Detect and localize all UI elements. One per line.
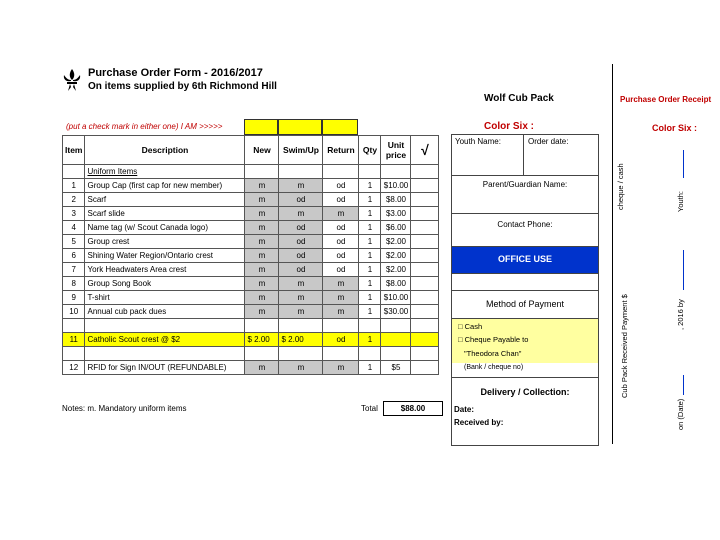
row-new[interactable]: m	[245, 277, 279, 291]
form-subtitle: On items supplied by 6th Richmond Hill	[88, 81, 277, 92]
row-item: 11	[63, 333, 85, 347]
youth-section	[452, 135, 598, 176]
table-row	[63, 221, 439, 235]
row-price: $2.00	[381, 235, 411, 249]
row-price: $8.00	[381, 277, 411, 291]
header-return: Return	[323, 136, 359, 165]
order-date-label: Order date:	[528, 137, 569, 146]
header-item: Item	[63, 136, 85, 165]
row-qty: 1	[359, 333, 381, 347]
row-check[interactable]	[411, 221, 439, 235]
row-price	[381, 333, 411, 347]
receipt-divider	[612, 64, 613, 444]
row-return[interactable]: od	[323, 263, 359, 277]
row-qty: 1	[359, 221, 381, 235]
swimup-check-box[interactable]	[278, 119, 322, 135]
row-item: 2	[63, 193, 85, 207]
row-qty: 1	[359, 291, 381, 305]
row-swimup[interactable]: m	[279, 277, 323, 291]
row-qty: 1	[359, 235, 381, 249]
total-value: $88.00	[383, 401, 443, 416]
youth-name-field[interactable]	[452, 135, 524, 175]
row-description: Shining Water Region/Ontario crest	[85, 249, 245, 263]
row-check[interactable]	[411, 193, 439, 207]
row-check[interactable]	[411, 361, 439, 375]
row-swimup[interactable]: m	[279, 361, 323, 375]
row-qty: 1	[359, 305, 381, 319]
parent-label: Parent/Guardian Name:	[482, 180, 568, 189]
row-price: $8.00	[381, 193, 411, 207]
spacer-row	[63, 347, 439, 361]
received-by-label: Received by:	[454, 418, 504, 427]
row-return[interactable]: m	[323, 277, 359, 291]
table-row	[63, 179, 439, 193]
notes: Notes: m. Mandatory uniform items	[62, 404, 187, 413]
bank-label: (Bank / cheque no)	[464, 364, 524, 371]
receipt-date-line[interactable]	[683, 375, 684, 395]
row-description: Name tag (w/ Scout Canada logo)	[85, 221, 245, 235]
row-check[interactable]	[411, 305, 439, 319]
row-new[interactable]: $ 2.00	[245, 333, 279, 347]
office-use-header	[452, 247, 598, 274]
blank-row	[452, 274, 598, 291]
table-row	[63, 263, 439, 277]
row-check[interactable]	[411, 249, 439, 263]
header-unit-price: Unit price	[381, 136, 411, 165]
row-new[interactable]: m	[245, 193, 279, 207]
receipt-year: , 2016 by	[676, 299, 685, 330]
row-new[interactable]: m	[245, 221, 279, 235]
method-label: Method of Payment	[485, 299, 565, 309]
order-date-field[interactable]	[525, 135, 571, 148]
row-description: Scarf	[85, 193, 245, 207]
row-return[interactable]: od	[323, 179, 359, 193]
receipt-payment-amount: Cub Pack Received Payment $	[620, 294, 629, 398]
row-new[interactable]: m	[245, 249, 279, 263]
row-item: 12	[63, 361, 85, 375]
row-check[interactable]	[411, 263, 439, 277]
row-new[interactable]: m	[245, 207, 279, 221]
row-swimup[interactable]: $ 2.00	[279, 333, 323, 347]
office-use-label: OFFICE USE	[497, 254, 552, 264]
order-table	[62, 135, 439, 375]
row-price: $6.00	[381, 221, 411, 235]
row-qty: 1	[359, 193, 381, 207]
row-description: RFID for Sign IN/OUT (REFUNDABLE)	[85, 361, 245, 375]
row-price: $3.00	[381, 207, 411, 221]
row-qty: 1	[359, 263, 381, 277]
table-row	[63, 193, 439, 207]
row-item: 7	[63, 263, 85, 277]
header-qty: Qty	[359, 136, 381, 165]
row-return[interactable]: m	[323, 207, 359, 221]
row-new[interactable]: m	[245, 235, 279, 249]
new-check-box[interactable]	[244, 119, 278, 135]
row-item: 4	[63, 221, 85, 235]
table-row-12	[63, 361, 439, 375]
row-swimup[interactable]: od	[279, 249, 323, 263]
cheque-option[interactable]: □ Cheque Payable to	[458, 335, 529, 344]
row-description: Annual cub pack dues	[85, 305, 245, 319]
row-return[interactable]: od	[323, 235, 359, 249]
row-price: $2.00	[381, 249, 411, 263]
row-description: Group crest	[85, 235, 245, 249]
row-swimup[interactable]: m	[279, 207, 323, 221]
row-price: $5	[381, 361, 411, 375]
row-new[interactable]: m	[245, 263, 279, 277]
row-item: 9	[63, 291, 85, 305]
row-description: Group Song Book	[85, 277, 245, 291]
table-row	[63, 207, 439, 221]
phone-label: Contact Phone:	[497, 220, 553, 229]
delivery-label: Delivery / Collection:	[480, 387, 570, 397]
uniform-items-label: Uniform Items	[85, 165, 245, 179]
receipt-youth: Youth:	[676, 191, 685, 212]
row-return[interactable]: m	[323, 291, 359, 305]
cash-option[interactable]: □ Cash	[458, 322, 483, 331]
table-header-row	[63, 136, 439, 165]
color-six-label: Color Six :	[484, 121, 535, 132]
table-row	[63, 235, 439, 249]
row-return[interactable]: m	[323, 305, 359, 319]
table-row	[63, 277, 439, 291]
phone-field[interactable]	[452, 214, 598, 247]
row-qty: 1	[359, 361, 381, 375]
receipt-date: on (Date)	[676, 398, 685, 430]
row-item: 5	[63, 235, 85, 249]
table-row-11	[63, 333, 439, 347]
row-qty: 1	[359, 249, 381, 263]
row-new[interactable]: m	[245, 179, 279, 193]
check-hint: (put a check mark in either one) I AM >>>>>	[66, 122, 223, 131]
spacer-row	[63, 319, 439, 333]
row-return[interactable]: od	[323, 221, 359, 235]
order-info-panel	[451, 134, 599, 446]
bank-cheque-field[interactable]	[452, 364, 598, 378]
row-return[interactable]: od	[323, 193, 359, 207]
pack-name: Wolf Cub Pack	[484, 93, 554, 104]
row-qty: 1	[359, 179, 381, 193]
row-check[interactable]	[411, 235, 439, 249]
row-return[interactable]: od	[323, 333, 359, 347]
youth-name-label: Youth Name:	[455, 137, 501, 146]
return-check-box[interactable]	[322, 119, 358, 135]
table-row	[63, 291, 439, 305]
row-swimup[interactable]: m	[279, 291, 323, 305]
receipt-color-six: Color Six :	[652, 123, 698, 133]
receipt-title: Purchase Order Receipt	[620, 95, 712, 104]
row-description: T-shirt	[85, 291, 245, 305]
row-check[interactable]	[411, 277, 439, 291]
receipt-by-line[interactable]	[683, 250, 684, 290]
row-new[interactable]: m	[245, 361, 279, 375]
row-item: 6	[63, 249, 85, 263]
parent-field[interactable]	[452, 176, 598, 214]
table-row	[63, 305, 439, 319]
row-item: 8	[63, 277, 85, 291]
row-swimup[interactable]: od	[279, 193, 323, 207]
section-row	[63, 165, 439, 179]
row-description: Group Cap (first cap for new member)	[85, 179, 245, 193]
date-label: Date:	[454, 405, 475, 414]
header-new: New	[245, 136, 279, 165]
table-row	[63, 249, 439, 263]
row-check[interactable]	[411, 333, 439, 347]
row-swimup[interactable]: od	[279, 263, 323, 277]
row-qty: 1	[359, 277, 381, 291]
row-qty: 1	[359, 207, 381, 221]
header-swimup: Swim/Up	[279, 136, 323, 165]
header-check: √	[411, 136, 439, 165]
row-price: $10.00	[381, 291, 411, 305]
row-price: $10.00	[381, 179, 411, 193]
payment-options	[452, 319, 598, 363]
row-new[interactable]: m	[245, 305, 279, 319]
fleur-de-lis-logo-icon	[62, 68, 82, 92]
row-price: $30.00	[381, 305, 411, 319]
row-swimup[interactable]: od	[279, 235, 323, 249]
row-price: $2.00	[381, 263, 411, 277]
header-description: Description	[85, 136, 245, 165]
receipt-cheque-cash: cheque / cash	[616, 163, 625, 210]
row-return[interactable]: od	[323, 249, 359, 263]
form-title: Purchase Order Form - 2016/2017	[88, 67, 263, 79]
row-check[interactable]	[411, 179, 439, 193]
row-description: York Headwaters Area crest	[85, 263, 245, 277]
row-description: Scarf slide	[85, 207, 245, 221]
row-item: 10	[63, 305, 85, 319]
method-of-payment	[452, 291, 598, 319]
row-description: Catholic Scout crest @ $2	[85, 333, 245, 347]
row-new[interactable]: m	[245, 291, 279, 305]
row-swimup[interactable]: m	[279, 179, 323, 193]
row-swimup[interactable]: od	[279, 221, 323, 235]
payee-name: "Theodora Chan"	[464, 349, 522, 358]
total-label: Total	[361, 404, 378, 413]
row-item: 1	[63, 179, 85, 193]
row-item: 3	[63, 207, 85, 221]
receipt-youth-line[interactable]	[683, 150, 684, 178]
row-swimup[interactable]: m	[279, 305, 323, 319]
row-check[interactable]	[411, 207, 439, 221]
row-return[interactable]: m	[323, 361, 359, 375]
row-check[interactable]	[411, 291, 439, 305]
